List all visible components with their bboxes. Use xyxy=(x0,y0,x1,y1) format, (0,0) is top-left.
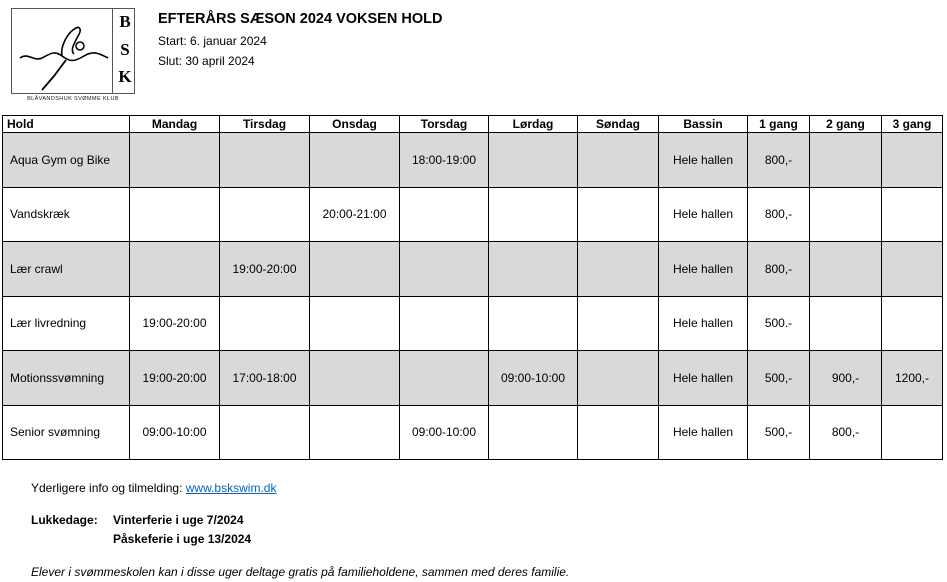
table-cell: 800,- xyxy=(748,242,810,297)
table-row xyxy=(3,187,943,242)
logo-caption: BLÅVANDSHUK SVØMME KLUB xyxy=(27,96,119,102)
table-cell: Hele hallen xyxy=(659,296,748,351)
table-cell xyxy=(400,351,489,406)
logo-divider xyxy=(112,8,113,94)
table-cell: Vandskræk xyxy=(3,187,130,242)
table-cell xyxy=(810,296,882,351)
table-cell xyxy=(489,296,578,351)
table-cell: 800,- xyxy=(810,405,882,460)
swimmer-icon xyxy=(14,14,112,94)
column-header: 1 gang xyxy=(748,116,810,133)
table-cell: Hele hallen xyxy=(659,351,748,406)
table-cell xyxy=(882,405,943,460)
table-cell xyxy=(220,296,310,351)
table-cell xyxy=(130,133,220,188)
table-cell: Hele hallen xyxy=(659,405,748,460)
table-cell: 800,- xyxy=(748,187,810,242)
column-header: 2 gang xyxy=(810,116,882,133)
table-cell: 900,- xyxy=(810,351,882,406)
table-cell: Hele hallen xyxy=(659,187,748,242)
info-text: Yderligere info og tilmelding: xyxy=(31,481,186,495)
table-cell xyxy=(578,187,659,242)
table-cell: 09:00-10:00 xyxy=(400,405,489,460)
table-cell: Lær crawl xyxy=(3,242,130,297)
club-logo xyxy=(8,6,138,106)
table-cell: 800,- xyxy=(748,133,810,188)
table-cell: Hele hallen xyxy=(659,133,748,188)
table-cell: 500,- xyxy=(748,405,810,460)
table-cell: Senior svømning xyxy=(3,405,130,460)
info-line xyxy=(31,481,276,495)
table-cell xyxy=(220,133,310,188)
table-cell xyxy=(578,351,659,406)
table-cell: 19:00-20:00 xyxy=(130,351,220,406)
table-header-row xyxy=(3,116,943,133)
table-cell xyxy=(130,242,220,297)
closed-day-item: Påskeferie i uge 13/2024 xyxy=(113,532,252,546)
table-cell xyxy=(882,133,943,188)
table-cell xyxy=(882,296,943,351)
schedule-table xyxy=(2,115,943,460)
table-cell xyxy=(310,133,400,188)
table-cell xyxy=(130,187,220,242)
column-header: Bassin xyxy=(659,116,748,133)
table-cell xyxy=(400,242,489,297)
table-cell xyxy=(220,405,310,460)
table-cell xyxy=(489,187,578,242)
table-cell xyxy=(578,133,659,188)
table-cell xyxy=(810,133,882,188)
closed-day-item: Vinterferie i uge 7/2024 xyxy=(113,513,244,527)
table-cell: 17:00-18:00 xyxy=(220,351,310,406)
column-header: 3 gang xyxy=(882,116,943,133)
table-cell xyxy=(489,133,578,188)
table-cell: 09:00-10:00 xyxy=(130,405,220,460)
table-cell: 09:00-10:00 xyxy=(489,351,578,406)
table-cell: 19:00-20:00 xyxy=(130,296,220,351)
table-cell: 1200,- xyxy=(882,351,943,406)
table-row xyxy=(3,351,943,406)
footer-note: Elever i svømmeskolen kan i disse uger deltage gratis på familieholdene, sammen med deres familie. xyxy=(31,565,570,579)
column-header: Mandag xyxy=(130,116,220,133)
table-cell xyxy=(578,296,659,351)
table-cell xyxy=(489,405,578,460)
table-cell: 18:00-19:00 xyxy=(400,133,489,188)
table-cell: Motionssvømning xyxy=(3,351,130,406)
logo-letter-k: K xyxy=(118,67,132,86)
table-cell xyxy=(400,296,489,351)
table-cell xyxy=(882,187,943,242)
column-header: Hold xyxy=(3,116,130,133)
table-cell xyxy=(810,187,882,242)
column-header: Søndag xyxy=(578,116,659,133)
end-date: Slut: 30 april 2024 xyxy=(158,54,255,68)
table-cell xyxy=(220,187,310,242)
column-header: Lørdag xyxy=(489,116,578,133)
table-row xyxy=(3,405,943,460)
table-cell xyxy=(310,351,400,406)
closed-days-label: Lukkedage: xyxy=(31,513,98,527)
table-cell: Lær livredning xyxy=(3,296,130,351)
table-cell: Hele hallen xyxy=(659,242,748,297)
table-cell xyxy=(310,405,400,460)
table-cell: 500.- xyxy=(748,296,810,351)
logo-letter-s: S xyxy=(120,40,130,59)
table-cell xyxy=(489,242,578,297)
start-date: Start: 6. januar 2024 xyxy=(158,34,267,48)
table-row xyxy=(3,133,943,188)
column-header: Tirsdag xyxy=(220,116,310,133)
table-cell xyxy=(810,242,882,297)
table-row xyxy=(3,296,943,351)
table-cell xyxy=(310,242,400,297)
table-cell: 20:00-21:00 xyxy=(310,187,400,242)
table-cell xyxy=(310,296,400,351)
logo-letter-b: B xyxy=(119,12,131,31)
table-cell: Aqua Gym og Bike xyxy=(3,133,130,188)
table-cell xyxy=(578,242,659,297)
website-link[interactable]: www.bskswim.dk xyxy=(185,481,277,495)
column-header: Onsdag xyxy=(310,116,400,133)
table-cell: 500,- xyxy=(748,351,810,406)
page-title: EFTERÅRS SÆSON 2024 VOKSEN HOLD xyxy=(158,11,443,27)
table-row xyxy=(3,242,943,297)
table-cell xyxy=(578,405,659,460)
column-header: Torsdag xyxy=(400,116,489,133)
table-cell: 19:00-20:00 xyxy=(220,242,310,297)
table-cell xyxy=(400,187,489,242)
table-cell xyxy=(882,242,943,297)
